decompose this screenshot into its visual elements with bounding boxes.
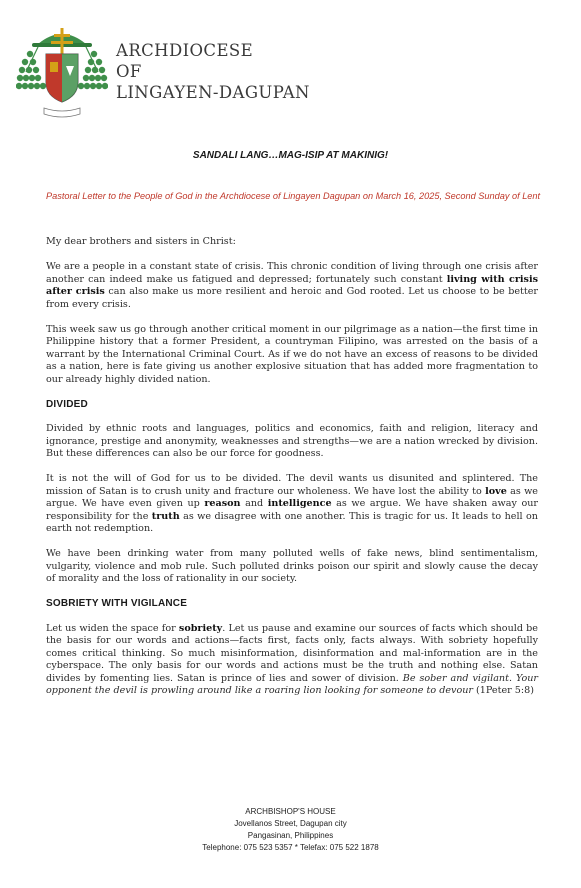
- paragraph-5: We have been drinking water from many polluted wells of fake news, blind sentimentalism, vulgarity, violence and mob rule. Such polluted drinks poison our spirit and slowly cause the decay of morality and the loss of rationality in our society.: [46, 548, 538, 584]
- p6-bold-sobriety: sobriety: [178, 622, 223, 634]
- p6-scripture-quote: Be sober and vigilant. Your opponent the devil is prowling around like a roaring lion looking for someone to devour: [46, 672, 538, 696]
- p6-text-a: Let us widen the space for: [46, 622, 179, 634]
- org-line-1: ARCHDIOCESE: [116, 41, 254, 60]
- p4-text-i: as we disagree with one another. This is tragic for us. It leads to hell on earth not redemption.: [46, 510, 538, 534]
- p1-text-a: We are a people in a constant state of crisis. This chronic condition of living through one crisis after another can indeed make us fatigued and depressed; fortunately such constant: [46, 261, 538, 285]
- letter-title: SANDALI LANG…MAG-ISIP AT MAKINIG!: [192, 150, 389, 161]
- coat-of-arms-icon: [16, 22, 108, 126]
- p1-bold: living with crisis after crisis: [46, 273, 538, 297]
- p4-bold-truth: truth: [151, 510, 180, 522]
- p4-text-a: It is not the will of God for us to be divided. The devil wants us disunited and splintered. The mission of Satan is to crush unity and fracture our wholeness. We have lost the ability to: [46, 473, 538, 497]
- org-line-3: LINGAYEN-DAGUPAN: [116, 83, 310, 102]
- paragraph-6: [46, 623, 538, 698]
- p4-text-g: as we argue. We have shaken away our responsibility for the: [46, 498, 538, 522]
- section-heading-sobriety: SOBRIETY WITH VIGILANCE: [46, 598, 188, 609]
- p4-bold-intelligence: intelligence: [267, 498, 332, 509]
- p4-bold-reason: reason: [204, 498, 241, 509]
- footer-line-3: Pangasinan, Philippines: [247, 831, 334, 840]
- p4-text-e: and: [240, 498, 268, 509]
- paragraph-3: Divided by ethnic roots and languages, politics and economics, faith and religion, literacy and ignorance, prestige and anonymity, weaknesses and strengths—we are a nation wrecked by division. But these differences can also be our force for goodness.: [46, 423, 538, 459]
- footer-line-2: Jovellanos Street, Dagupan city: [234, 819, 347, 828]
- salutation: My dear brothers and sisters in Christ:: [46, 236, 236, 247]
- letterhead: [16, 22, 316, 130]
- letter-body: [46, 236, 538, 710]
- p4-text-c: as we argue. We have even given up: [46, 485, 538, 509]
- footer-line-1: ARCHBISHOP'S HOUSE: [245, 807, 336, 816]
- section-heading-divided: DIVIDED: [46, 398, 88, 410]
- p1-text-c: can also make us more resilient and heroic and God rooted. Let us choose to be better from every crisis.: [46, 286, 538, 310]
- paragraph-4: [46, 473, 538, 536]
- footer-line-4: Telephone: 075 523 5357 * Telefax: 075 522 1878: [202, 843, 379, 852]
- org-line-2: OF: [116, 62, 142, 81]
- footer-address: [0, 806, 581, 854]
- p6-citation: (1Peter 5:8): [473, 685, 534, 696]
- paragraph-1: [46, 261, 538, 311]
- archdiocese-name: [116, 40, 310, 103]
- letter-subtitle: Pastoral Letter to the People of God in the Archdiocese of Lingayen Dagupan on March 16, 2025, Second Sunday of Lent: [46, 191, 541, 201]
- paragraph-2: This week saw us go through another critical moment in our pilgrimage as a nation—the first time in Philippine history that a former President, a countryman Filipino, was arrested on the basis of a warrant by the International Criminal Court. As if we do not have an excess of reasons to be divided as a nation, here is fate giving us another explosive situation that has added more fragmentation to our already highly divided nation.: [46, 323, 538, 385]
- p6-text-c: . Let us pause and examine our sources of facts which should be the basis for our words and actions—facts first, facts only, facts always. With sobriety hopefully comes critical thinking. So much misinformation, disinformation and mal-information are in the cyberspace. The only basis for our words and actions must be the truth and nothing else. Satan divides by fomenting lies. Satan is prince of lies and sower of division.: [46, 622, 538, 684]
- p4-bold-love: love: [485, 485, 507, 497]
